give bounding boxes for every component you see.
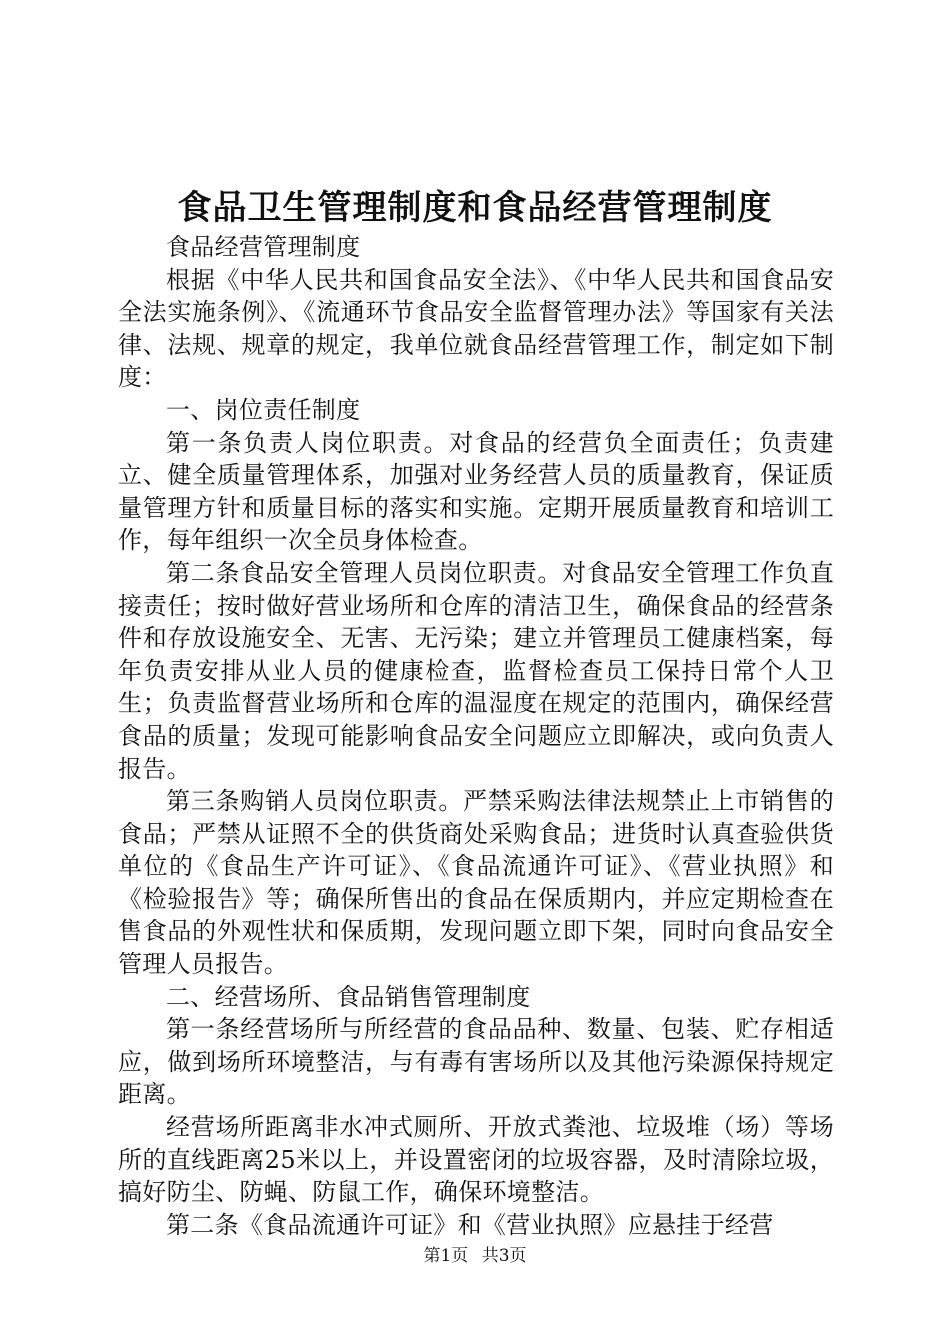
section-heading: 二、经营场所、食品销售管理制度 <box>166 982 531 1011</box>
section-heading: 食品经营管理制度 <box>166 233 361 261</box>
paragraph: 第一条负责人岗位职责。对食品的经营负全面责任；负责建立、健全质量管理体系，加强对业务经营人员的质量教育，保证质量管理方针和质量目标的落实和实施。定期开展质量教育和培训工作，每年组织一次全员身体检查。 <box>118 428 834 555</box>
page-total: 共3页 <box>481 1246 527 1266</box>
document-title: 食品卫生管理制度和食品经营管理制度 <box>177 188 773 228</box>
section-heading: 一、岗位责任制度 <box>166 395 361 424</box>
paragraph: 第二条《食品流通许可证》和《营业执照》应悬挂于经营 <box>166 1210 774 1239</box>
page-footer <box>0 1244 950 1268</box>
document-body <box>118 231 834 1241</box>
paragraph: 第二条食品安全管理人员岗位职责。对食品安全管理工作负直接责任；按时做好营业场所和仓库的清洁卫生，确保食品的经营条件和存放设施安全、无害、无污染；建立并管理员工健康档案，每年负责安排从业人员的健康检查，监督检查员工保持日常个人卫生；负责监督营业场所和仓库的温湿度在规定的范围内，确保经营食品的质量；发现可能影响食品安全问题应立即解决，或向负责人报告。 <box>118 558 834 783</box>
paragraph: 第三条购销人员岗位职责。严禁采购法律法规禁止上市销售的食品；严禁从证照不全的供货商处采购食品；进货时认真查验供货单位的《食品生产许可证》、《食品流通许可证》、《营业执照》和《检验报告》等；确保所售出的食品在保质期内，并应定期检查在售食品的外观性状和保质期，发现问题立即下架，同时向食品安全管理人员报告。 <box>118 787 834 979</box>
paragraph: 根据《中华人民共和国食品安全法》、《中华人民共和国食品安全法实施条例》、《流通环节食品安全监督管理办法》等国家有关法律、法规、规章的规定，我单位就食品经营管理工作，制定如下制度： <box>118 265 834 392</box>
paragraph: 第一条经营场所与所经营的食品品种、数量、包装、贮存相适应，做到场所环境整洁，与有毒有害场所以及其他污染源保持规定距离。 <box>118 1015 834 1109</box>
paragraph: 经营场所距离非水冲式厕所、开放式粪池、垃圾堆（场）等场所的直线距离25米以上，并设置密闭的垃圾容器，及时清除垃圾，搞好防尘、防蝇、防鼠工作，确保环境整洁。 <box>118 1113 834 1207</box>
page-number: 第1页 <box>423 1246 469 1266</box>
